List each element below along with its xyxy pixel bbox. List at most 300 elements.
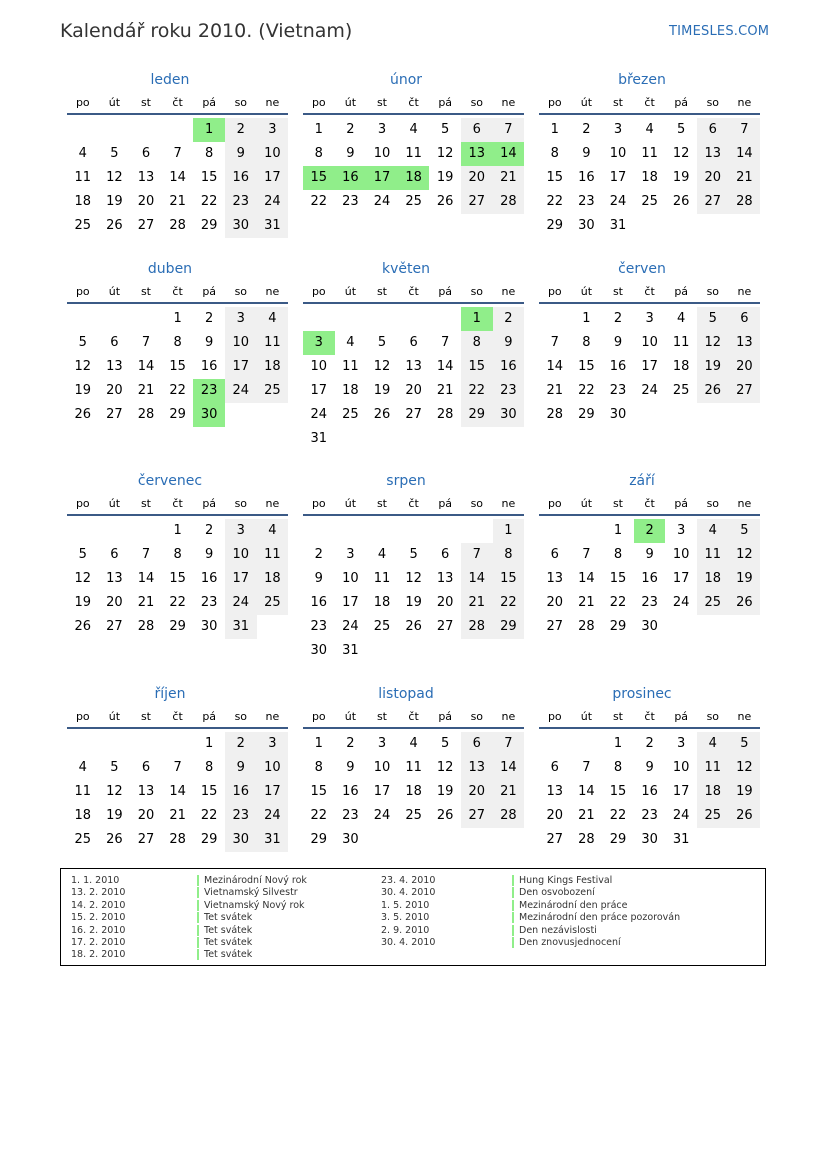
calendar-day: 27	[405, 407, 422, 422]
calendar-day: 19	[106, 194, 123, 209]
calendar-day: 25	[342, 407, 359, 422]
calendar-day: 26	[672, 194, 690, 209]
calendar-day: 15	[578, 359, 595, 374]
calendar-day: 22	[546, 194, 564, 209]
calendar-day: 9	[314, 571, 323, 586]
calendar-day: 20	[729, 355, 761, 379]
calendar-day: 11	[342, 359, 359, 374]
calendar-day: 22	[609, 808, 627, 823]
weekday-label: st	[376, 710, 387, 723]
weekday-label: út	[344, 96, 357, 109]
calendar-day: 22	[169, 383, 186, 398]
weekday-label: út	[108, 710, 121, 723]
calendar-day: 11	[257, 331, 289, 355]
calendar-day: 27	[137, 218, 155, 233]
calendar-day: 19	[436, 170, 454, 185]
calendar-day: 28	[169, 218, 186, 233]
calendar-day: 28	[137, 407, 155, 422]
calendar-day: 1	[493, 519, 525, 543]
calendar-day: 25	[373, 619, 391, 634]
calendar-day: 21	[436, 383, 454, 398]
calendar-day: 6	[110, 335, 119, 350]
holiday-day: 18	[398, 166, 430, 190]
calendar-day: 4	[409, 122, 418, 137]
calendar-day: 28	[137, 619, 155, 634]
calendar-day: 14	[578, 784, 595, 799]
calendar-day: 17	[641, 359, 658, 374]
calendar-day: 21	[493, 780, 525, 804]
calendar-day: 16	[609, 359, 627, 374]
month-rule	[539, 514, 760, 516]
weekday-label: pá	[438, 497, 453, 510]
weekday-label: ne	[501, 285, 516, 298]
weekday-label: pá	[674, 497, 689, 510]
calendar-day: 31	[225, 615, 257, 639]
calendar-day: 2	[346, 122, 355, 137]
calendar-day: 7	[582, 760, 591, 775]
calendar-day: 17	[373, 784, 391, 799]
calendar-day: 20	[436, 595, 454, 610]
calendar-day: 23	[609, 383, 627, 398]
calendar-day: 16	[310, 595, 328, 610]
calendar-day: 10	[342, 571, 359, 586]
calendar-day: 28	[461, 615, 493, 639]
calendar-day: 7	[173, 146, 182, 161]
calendar-day: 31	[672, 832, 690, 847]
weekday-label: ne	[265, 96, 280, 109]
weekday-label: út	[344, 497, 357, 510]
calendar-day: 25	[697, 804, 729, 828]
calendar-day: 6	[461, 732, 493, 756]
month-rule	[539, 727, 760, 729]
calendar-day: 23	[225, 190, 257, 214]
calendar-day: 2	[645, 736, 654, 751]
calendar-day: 28	[546, 407, 564, 422]
calendar-day: 22	[493, 591, 525, 615]
calendar-day: 6	[697, 118, 729, 142]
calendar-day: 16	[225, 780, 257, 804]
month-block	[60, 686, 280, 876]
calendar-day: 16	[200, 571, 218, 586]
calendar-day: 12	[106, 784, 123, 799]
calendar-day: 26	[729, 591, 761, 615]
calendar-day: 30	[609, 407, 627, 422]
calendar-day: 26	[74, 407, 92, 422]
holiday-date: 30. 4. 2010	[381, 887, 436, 899]
calendar-day: 29	[609, 619, 627, 634]
calendar-day: 18	[697, 567, 729, 591]
calendar-day: 31	[609, 218, 627, 233]
calendar-day: 12	[729, 543, 761, 567]
calendar-day: 25	[74, 832, 92, 847]
weekday-label: ne	[501, 710, 516, 723]
calendar-day: 8	[461, 331, 493, 355]
calendar-day: 24	[672, 595, 690, 610]
weekday-label: pá	[674, 285, 689, 298]
holiday-date: 1. 1. 2010	[71, 875, 120, 886]
calendar-day: 22	[609, 595, 627, 610]
calendar-day: 21	[729, 166, 761, 190]
weekday-label: so	[234, 497, 248, 510]
calendar-day: 14	[461, 567, 493, 591]
calendar-day: 8	[314, 760, 323, 775]
weekday-label: út	[580, 497, 593, 510]
month-name: říjen	[154, 686, 186, 702]
calendar-day: 3	[677, 523, 686, 538]
calendar-day: 20	[106, 383, 123, 398]
weekday-label: pá	[674, 96, 689, 109]
calendar-day: 16	[493, 355, 525, 379]
month-block	[60, 261, 280, 451]
calendar-day: 17	[257, 780, 289, 804]
calendar-day: 27	[546, 619, 564, 634]
holiday-day: 15	[303, 166, 335, 190]
calendar-day: 18	[257, 355, 289, 379]
month-rule	[67, 514, 288, 516]
calendar-day: 5	[729, 519, 761, 543]
month-block	[60, 72, 280, 262]
weekday-label: po	[75, 285, 90, 298]
weekday-label: pá	[438, 710, 453, 723]
calendar-day: 20	[137, 194, 155, 209]
holiday-date: 18. 2. 2010	[71, 949, 126, 961]
weekday-label: čt	[644, 710, 655, 723]
calendar-day: 24	[257, 190, 289, 214]
calendar-day: 8	[613, 760, 623, 775]
calendar-day: 9	[645, 760, 654, 775]
calendar-day: 9	[225, 756, 257, 780]
calendar-day: 28	[578, 619, 595, 634]
month-rule	[67, 113, 288, 115]
month-block	[532, 473, 752, 663]
calendar-day: 9	[613, 335, 623, 350]
holiday-name: Vietnamský Nový rok	[197, 900, 305, 911]
calendar-day: 4	[257, 307, 289, 331]
calendar-day: 10	[225, 331, 257, 355]
calendar-day: 26	[405, 619, 422, 634]
weekday-label: st	[140, 710, 151, 723]
calendar-day: 6	[141, 760, 151, 775]
holiday-name: Tet svátek	[197, 912, 252, 923]
weekday-label: so	[470, 710, 484, 723]
calendar-day: 26	[436, 808, 454, 823]
calendar-day: 8	[205, 760, 214, 775]
calendar-day: 14	[169, 784, 186, 799]
calendar-day: 15	[609, 784, 627, 799]
calendar-day: 21	[546, 383, 564, 398]
calendar-day: 8	[173, 547, 182, 562]
calendar-day: 31	[310, 431, 328, 446]
calendar-day: 15	[200, 170, 218, 185]
calendar-day: 29	[310, 832, 328, 847]
weekday-label: út	[580, 96, 593, 109]
weekday-label: so	[706, 285, 720, 298]
weekday-label: čt	[408, 710, 419, 723]
calendar-day: 17	[225, 567, 257, 591]
calendar-day: 4	[78, 146, 87, 161]
calendar-day: 8	[582, 335, 591, 350]
site-link[interactable]: TIMESLES.COM	[669, 24, 770, 39]
calendar-day: 24	[373, 194, 391, 209]
weekday-label: st	[140, 497, 151, 510]
holiday-day: 30	[193, 403, 225, 427]
holiday-name: Mezinárodní den práce	[512, 900, 627, 911]
weekday-label: pá	[202, 96, 217, 109]
calendar-day: 8	[205, 146, 214, 161]
weekday-label: ne	[737, 710, 752, 723]
calendar-day: 17	[257, 166, 289, 190]
calendar-day: 10	[225, 543, 257, 567]
calendar-day: 6	[141, 146, 151, 161]
month-block	[296, 261, 516, 451]
calendar-day: 20	[137, 808, 155, 823]
calendar-day: 8	[173, 335, 182, 350]
calendar-day: 19	[74, 595, 92, 610]
weekday-label: út	[108, 497, 121, 510]
calendar-day: 5	[377, 335, 387, 350]
weekday-label: ne	[501, 96, 516, 109]
holiday-day: 2	[634, 519, 666, 543]
calendar-day: 3	[677, 736, 686, 751]
calendar-day: 26	[436, 194, 454, 209]
weekday-label: čt	[408, 497, 419, 510]
weekday-label: pá	[438, 285, 453, 298]
weekday-label: ne	[737, 285, 752, 298]
calendar-day: 16	[200, 359, 218, 374]
calendar-day: 2	[205, 523, 214, 538]
calendar-day: 6	[729, 307, 761, 331]
month-block	[296, 473, 516, 663]
calendar-day: 2	[205, 311, 214, 326]
calendar-day: 22	[310, 808, 328, 823]
month-block	[532, 686, 752, 876]
calendar-day: 13	[137, 170, 155, 185]
calendar-day: 11	[697, 756, 729, 780]
calendar-day: 24	[225, 591, 257, 615]
calendar-day: 17	[609, 170, 627, 185]
calendar-day: 23	[342, 194, 359, 209]
calendar-day: 22	[461, 379, 493, 403]
calendar-day: 14	[436, 359, 454, 374]
calendar-day: 18	[405, 784, 422, 799]
calendar-day: 30	[493, 403, 525, 427]
calendar-day: 19	[697, 355, 729, 379]
calendar-day: 13	[106, 359, 123, 374]
calendar-day: 13	[546, 571, 564, 586]
month-block	[60, 473, 280, 663]
calendar-day: 25	[641, 194, 658, 209]
calendar-day: 4	[697, 519, 729, 543]
holiday-day: 1	[193, 118, 225, 142]
weekday-label: út	[344, 710, 357, 723]
calendar-day: 30	[225, 214, 257, 238]
month-name: leden	[150, 72, 190, 88]
calendar-day: 16	[578, 170, 595, 185]
holiday-date: 2. 9. 2010	[381, 924, 430, 936]
calendar-day: 8	[550, 146, 559, 161]
calendar-day: 1	[314, 736, 323, 751]
calendar-day: 12	[729, 756, 761, 780]
calendar-day: 13	[137, 784, 155, 799]
weekday-label: so	[470, 96, 484, 109]
month-block	[532, 72, 752, 262]
calendar-day: 8	[314, 146, 323, 161]
month-block	[296, 72, 516, 262]
calendar-day: 11	[672, 335, 690, 350]
calendar-day: 1	[582, 311, 591, 326]
calendar-day: 28	[493, 190, 525, 214]
month-rule	[303, 113, 524, 115]
calendar-day: 4	[257, 519, 289, 543]
holiday-day: 3	[303, 331, 335, 355]
month-block	[532, 261, 752, 451]
weekday-label: čt	[172, 285, 183, 298]
weekday-label: so	[706, 497, 720, 510]
calendar-day: 6	[441, 547, 450, 562]
calendar-day: 12	[436, 146, 454, 161]
calendar-day: 13	[461, 756, 493, 780]
calendar-day: 26	[697, 379, 729, 403]
month-name: duben	[147, 261, 193, 277]
calendar-day: 1	[550, 122, 559, 137]
calendar-day: 30	[578, 218, 595, 233]
calendar-day: 2	[613, 311, 623, 326]
calendar-day: 14	[169, 170, 186, 185]
calendar-day: 23	[200, 595, 218, 610]
calendar-day: 31	[257, 214, 289, 238]
calendar-day: 18	[74, 194, 92, 209]
calendar-day: 25	[405, 194, 422, 209]
holiday-name: Tet svátek	[197, 925, 252, 936]
calendar-day: 10	[373, 760, 391, 775]
calendar-day: 26	[373, 407, 391, 422]
weekday-label: čt	[644, 96, 655, 109]
holiday-day: 13	[461, 142, 493, 166]
calendar-day: 21	[461, 591, 493, 615]
holiday-day: 16	[335, 166, 367, 190]
calendar-day: 30	[342, 832, 359, 847]
calendar-day: 15	[169, 571, 186, 586]
page-title: Kalendář roku 2010. (Vietnam)	[60, 20, 353, 42]
calendar-day: 28	[436, 407, 454, 422]
month-rule	[303, 302, 524, 304]
calendar-day: 5	[441, 122, 450, 137]
weekday-label: st	[612, 497, 623, 510]
calendar-day: 16	[641, 784, 658, 799]
calendar-day: 9	[493, 331, 525, 355]
weekday-label: so	[234, 285, 248, 298]
calendar-day: 12	[405, 571, 422, 586]
calendar-day: 4	[677, 311, 686, 326]
calendar-day: 11	[697, 543, 729, 567]
month-name: listopad	[378, 686, 434, 702]
calendar-day: 14	[137, 571, 155, 586]
calendar-day: 2	[346, 736, 355, 751]
calendar-day: 28	[729, 190, 761, 214]
calendar-day: 16	[641, 571, 658, 586]
calendar-day: 26	[74, 619, 92, 634]
month-rule	[67, 302, 288, 304]
calendar-day: 22	[310, 194, 328, 209]
calendar-day: 24	[257, 804, 289, 828]
weekday-label: po	[75, 710, 90, 723]
holiday-date: 15. 2. 2010	[71, 912, 126, 924]
calendar-day: 25	[257, 379, 289, 403]
month-name: červen	[618, 261, 666, 277]
weekday-label: čt	[644, 285, 655, 298]
calendar-day: 24	[609, 194, 627, 209]
calendar-day: 12	[106, 170, 123, 185]
calendar-day: 18	[74, 808, 92, 823]
calendar-day: 28	[493, 804, 525, 828]
calendar-day: 13	[697, 142, 729, 166]
calendar-day: 3	[377, 736, 387, 751]
calendar-day: 23	[310, 619, 328, 634]
weekday-label: ne	[265, 285, 280, 298]
weekday-label: so	[706, 710, 720, 723]
calendar-day: 27	[697, 190, 729, 214]
calendar-day: 28	[578, 832, 595, 847]
calendar-day: 13	[729, 331, 761, 355]
calendar-day: 29	[578, 407, 595, 422]
weekday-label: út	[580, 285, 593, 298]
calendar-day: 19	[672, 170, 690, 185]
calendar-day: 7	[582, 547, 591, 562]
calendar-day: 9	[346, 146, 355, 161]
calendar-day: 20	[697, 166, 729, 190]
calendar-day: 5	[677, 122, 686, 137]
holiday-day: 1	[461, 307, 493, 331]
calendar-day: 19	[74, 383, 92, 398]
holiday-date: 17. 2. 2010	[71, 937, 126, 948]
weekday-label: pá	[202, 710, 217, 723]
calendar-day: 1	[314, 122, 323, 137]
calendar-day: 10	[641, 335, 658, 350]
calendar-day: 20	[405, 383, 422, 398]
calendar-day: 24	[672, 808, 690, 823]
calendar-day: 7	[141, 335, 151, 350]
calendar-day: 17	[672, 784, 690, 799]
calendar-day: 3	[346, 547, 355, 562]
calendar-day: 7	[461, 543, 493, 567]
calendar-day: 15	[200, 784, 218, 799]
calendar-day: 10	[672, 760, 690, 775]
calendar-day: 11	[74, 170, 92, 185]
holiday-day: 23	[193, 379, 225, 403]
weekday-label: st	[376, 96, 387, 109]
holiday-name: Vietnamský Silvestr	[197, 887, 298, 898]
calendar-day: 31	[257, 828, 289, 852]
calendar-day: 18	[342, 383, 359, 398]
calendar-day: 11	[641, 146, 658, 161]
calendar-day: 21	[169, 808, 186, 823]
weekday-label: pá	[202, 497, 217, 510]
calendar-day: 25	[697, 591, 729, 615]
calendar-day: 15	[310, 784, 328, 799]
weekday-label: po	[547, 710, 562, 723]
calendar-day: 5	[697, 307, 729, 331]
calendar-day: 10	[373, 146, 391, 161]
calendar-day: 9	[205, 547, 214, 562]
month-name: květen	[382, 261, 430, 277]
calendar-day: 12	[74, 571, 92, 586]
holiday-name: Den osvobození	[512, 887, 595, 898]
calendar-day: 22	[578, 383, 595, 398]
calendar-day: 13	[436, 571, 454, 586]
weekday-label: st	[612, 96, 623, 109]
calendar-day: 24	[342, 619, 359, 634]
calendar-day: 17	[225, 355, 257, 379]
